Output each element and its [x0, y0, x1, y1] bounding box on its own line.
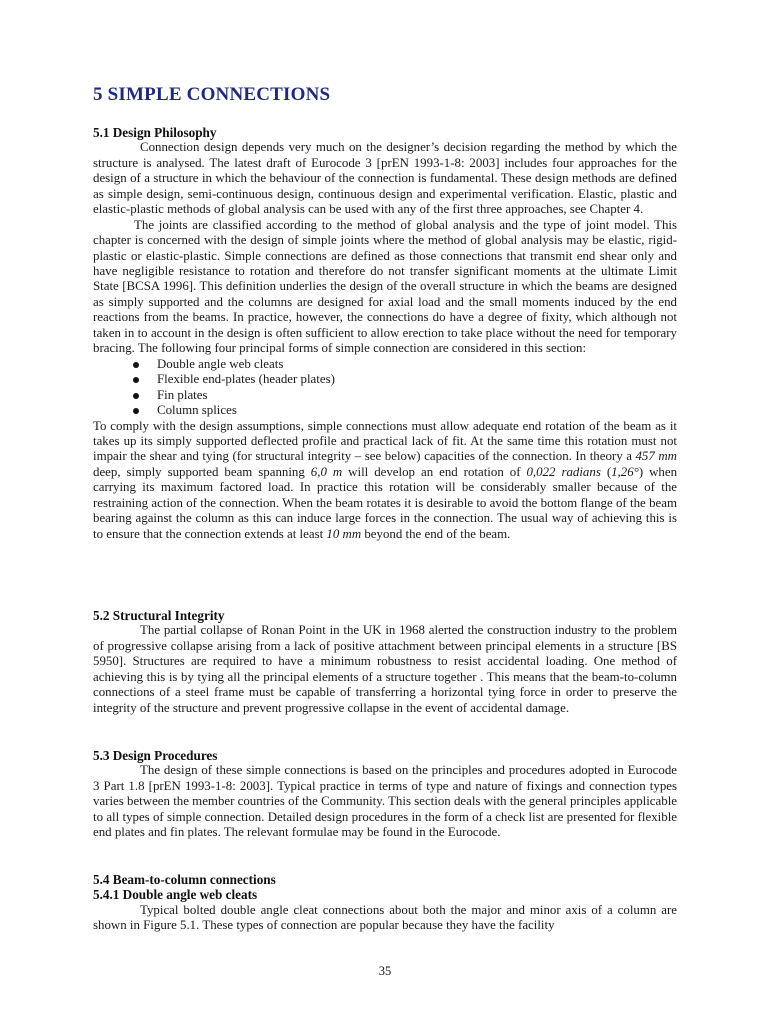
section-heading-5-2: 5.2 Structural Integrity: [93, 608, 225, 623]
section-heading-5-3: 5.3 Design Procedures: [93, 748, 218, 763]
bullet-icon: [133, 362, 139, 368]
paragraph-5-4-1: Typical bolted double angle cleat connections about both the major and minor axis of a column are shown in Figure 5.1. These types of connection are popular because they have the facility: [93, 902, 677, 933]
document-page: [93, 0, 677, 1024]
section-heading-5-1: 5.1 Design Philosophy: [93, 125, 217, 140]
list-item: Double angle web cleats: [133, 357, 677, 372]
chapter-title: 5 SIMPLE CONNECTIONS: [93, 84, 331, 105]
paragraph-5-1-intro: Connection design depends very much on the designer’s decision regarding the method by which the structure is analysed. The latest draft of Eurocode 3 [prEN 1993-1-8: 2003] includes four approaches for the design of a structure in which the behaviour of the connection is fundamental. These design methods are defined as simple design, semi-continuous design, continuous design and experimental verification. Elastic, plastic and elastic-plastic methods of global analysis can be used with any of the first three approaches, see Chapter 4.: [93, 140, 677, 217]
section-heading-5-4: 5.4 Beam-to-column connections: [93, 872, 276, 887]
paragraph-5-2: The partial collapse of Ronan Point in the UK in 1968 alerted the construction industry to the problem of progressive collapse arising from a lack of positive attachment between principal elements in a structure [BS 5950]. Structures are required to have a minimum robustness to resist accidental loading. One method of achieving this is by tying all the principal elements of a structure together . This means that the beam-to-column connections of a steel frame must be capable of transferring a horizontal tying force in order to preserve the integrity of the structure and prevent progressive collapse in the event of accidental damage.: [93, 623, 677, 715]
section-5-3: [93, 748, 677, 841]
paragraph-5-1-rotation: To comply with the design assumptions, simple connections must allow adequate end rotation of the beam as it takes up its simply supported deflected profile and practical lack of fit. At the same time this rotation must not impair the shear and tying (for structural integrity – see below) capacities of the connection. In theory a 457 mm deep, simply supported beam spanning 6,0 m will develop an end rotation of 0,022 radians (1,26°) when carrying its maximum factored load. In practice this rotation will be considerably smaller because of the restraining action of the connection. When the beam rotates it is desirable to avoid the bottom flange of the beam bearing against the column as this can induce large forces in the connection. The usual way of achieving this is to ensure that the connection extends at least 10 mm beyond the end of the beam.: [93, 418, 678, 541]
list-item: Flexible end-plates (header plates): [133, 372, 677, 387]
subsection-heading-5-4-1: 5.4.1 Double angle web cleats: [93, 887, 258, 903]
bullet-icon: [133, 377, 139, 383]
paragraph-5-1-joints: The joints are classified according to the method of global analysis and the type of joint model. This chapter is concerned with the design of simple joints where the method of global analysis may be elastic, rigid-plastic or elastic-plastic. Simple connections are defined as those connections that transmit end shear only and have negligible resistance to rotation and therefore do not transfer significant moments at the ultimate Limit State [BCSA 1996]. This definition underlies the design of the overall structure in which the beams are designed as simply supported and the columns are designed for axial load and the small moments induced by the end reactions from the beams. In practice, however, the connections do have a degree of fixity, which although not taken in to account in the design is often sufficient to allow erection to take place without the need for temporary bracing. The following four principal forms of simple connection are considered in this section:: [93, 217, 677, 356]
section-5-1: [93, 125, 677, 542]
bullet-icon: [133, 393, 139, 399]
section-5-4: [93, 872, 677, 934]
paragraph-5-3: The design of these simple connections is based on the principles and procedures adopted in Eurocode 3 Part 1.8 [prEN 1993-1-8: 2003]. Typical practice in terms of type and nature of fixings and connection types varies between the member countries of the Community. This section deals with the general principles applicable to all types of simple connection. Detailed design procedures in the form of a check list are presented for flexible end plates and fin plates. The relevant formulae may be found in the Eurocode.: [93, 763, 677, 840]
bullet-icon: [133, 408, 139, 414]
section-5-2: [93, 608, 677, 716]
connection-forms-list: [93, 357, 677, 419]
list-item: Column splices: [133, 403, 677, 418]
list-item: Fin plates: [133, 388, 677, 403]
page-number: 35: [378, 964, 392, 978]
